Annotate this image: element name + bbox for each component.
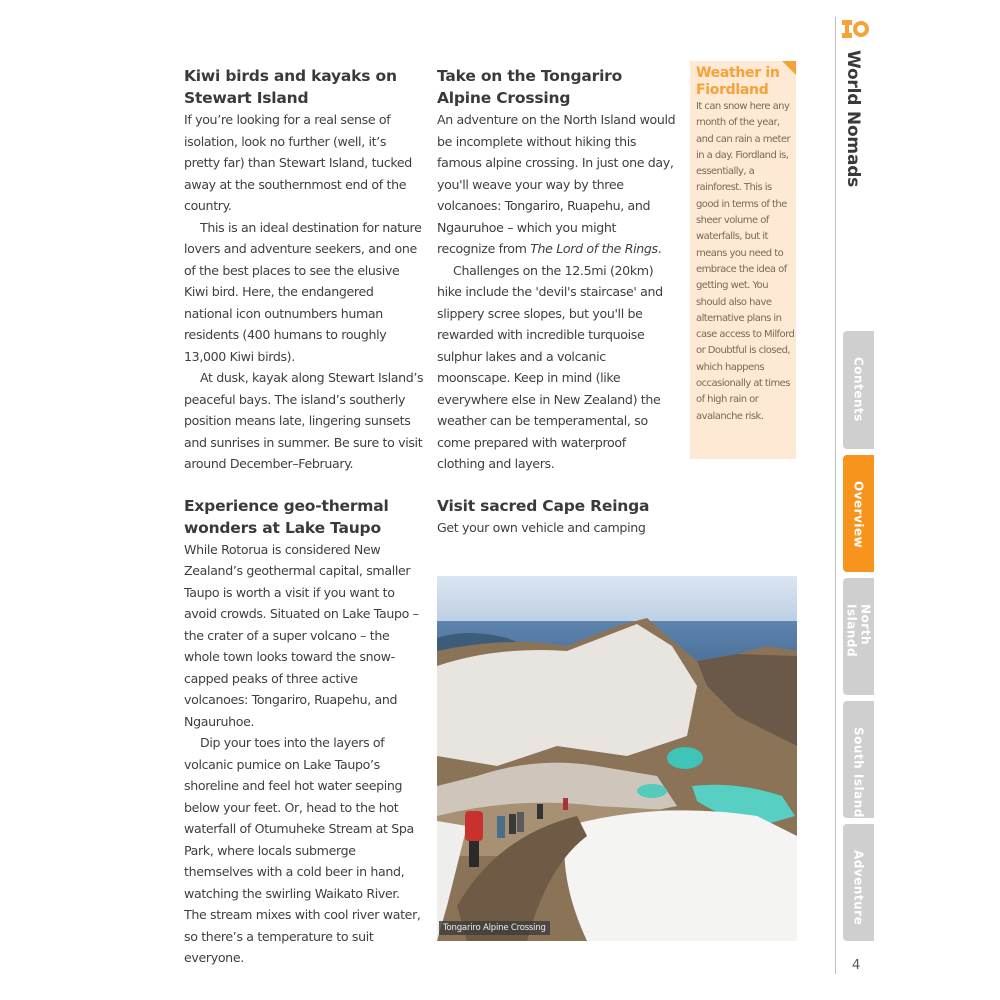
column-middle xyxy=(437,65,677,538)
tab-contents[interactable]: Contents xyxy=(843,331,874,449)
heading-taupo: Experience geo-thermal wonders at Lake Taupo xyxy=(184,496,389,537)
tab-south-island[interactable]: South Island xyxy=(843,701,874,818)
paragraph: Get your own vehicle and camping xyxy=(437,519,646,535)
paragraph-text: . xyxy=(657,241,662,256)
divider-line xyxy=(835,17,836,974)
tab-adventure[interactable]: Adventure xyxy=(843,824,874,941)
paragraph: If you’re looking for a real sense of isolation, look no further (well, it’s pretty far) than Stewart Island, tucked away at the southernmost end of the country. xyxy=(184,112,412,213)
heading-kiwi: Kiwi birds and kayaks on Stewart Island xyxy=(184,67,397,107)
column-left xyxy=(184,65,424,969)
heading-cape-reinga: Visit sacred Cape Reinga xyxy=(437,496,650,515)
tongariro-photo xyxy=(437,576,797,941)
brand-name: World Nomads xyxy=(843,50,863,188)
heading-tongariro: Take on the Tongariro Alpine Crossing xyxy=(437,67,623,107)
landscape-image xyxy=(437,576,797,941)
tab-overview[interactable]: Overview xyxy=(843,455,874,572)
weather-callout-box xyxy=(690,61,796,459)
paragraph: At dusk, kayak along Stewart Island’s peaceful bays. The island’s southerly position means late, lingering sunsets and sunrises in summer. Be sure to visit around December–February. xyxy=(184,370,424,471)
folded-corner-icon xyxy=(782,61,796,75)
page-number: 4 xyxy=(852,958,861,973)
world-nomads-logo-icon xyxy=(840,17,870,41)
paragraph: Challenges on the 12.5mi (20km) hike include the 'devil's staircase' and slippery scree slopes, but you'll be rewarded with incredible turquoise sulphur lakes and a volcanic moonscape. Keep in mind (like everywhere else in New Zealand) the weather can be temperamental, so come prepared with waterproof clothing and layers. xyxy=(437,262,663,471)
paragraph: Dip your toes into the layers of volcanic pumice on Lake Taupo’s shoreline and feel hot water seeping below your feet. Or, head to the hot waterfall of Otumuheke Stream at Spa Park, where locals submerge themselves with a cold beer in hand, watching the swirling Waikato River. The stream mixes with cool river water, so there’s a temperature to suit everyone. xyxy=(184,735,421,965)
callout-text: It can snow here any month of the year, and can rain a meter in a day. Fiordland is, essentially, a rainforest. This is good in terms of the sheer volume of waterfalls, but it means you need to embrace the idea of getting wet. You should also have alternative plans in case access to Milford or Doubtful is closed, which happens occasionally at times of high rain or avalanche risk. xyxy=(696,101,795,422)
paragraph: This is an ideal destination for nature lovers and adventure seekers, and one of the best places to see the elusive Kiwi bird. Here, the endangered national icon outnumbers human residents (400 humans to roughly 13,000 Kiwi birds). xyxy=(184,219,422,364)
paragraph: While Rotorua is considered New Zealand’s geothermal capital, smaller Taupo is worth a visit if you want to avoid crowds. Situated on Lake Taupo – the crater of a super volcano – the whole town looks toward the snow-capped peaks of three active volcanoes: Tongariro, Ruapehu, and Ngauruhoe. xyxy=(184,541,419,729)
photo-caption: Tongariro Alpine Crossing xyxy=(439,921,550,935)
paragraph-text: An adventure on the North Island would be incomplete without hiking this famous alpine crossing. In just one day, you'll weave your way by three volcanoes: Tongariro, Ruapehu, and Ngauruhoe – which you might recognize from xyxy=(437,112,676,256)
callout-title: Weather in Fiordland xyxy=(696,65,780,98)
book-title: The Lord of the Rings xyxy=(530,241,658,256)
paragraph xyxy=(437,109,677,260)
tab-north-island[interactable]: North Islandd xyxy=(843,578,874,695)
